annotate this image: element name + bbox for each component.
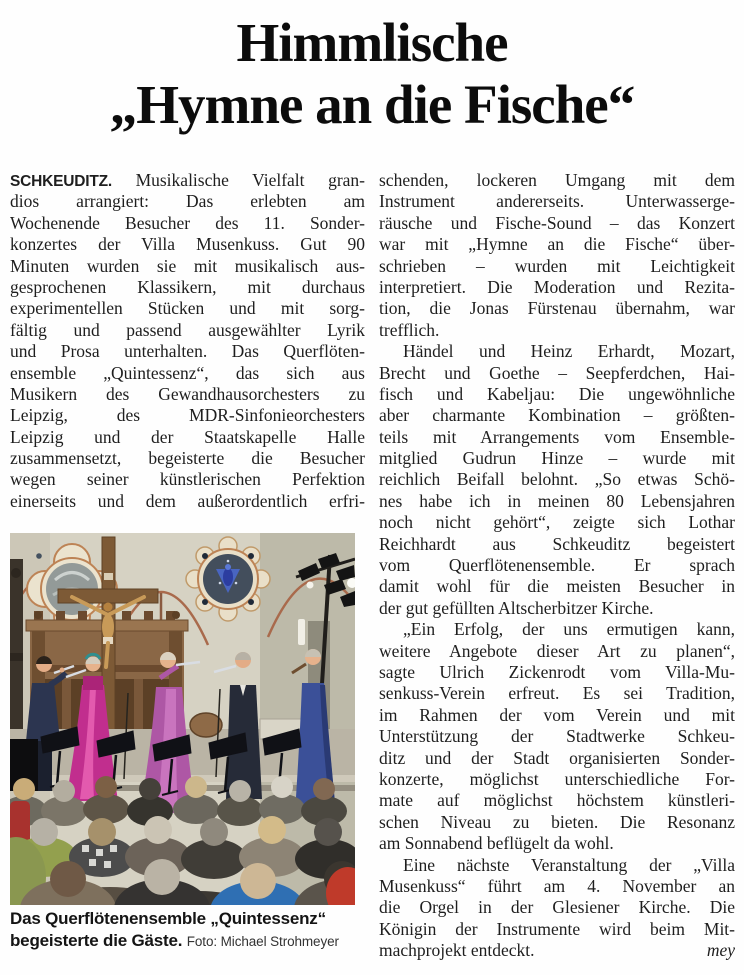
headline-line-2: „Hymne an die Fische“ — [109, 74, 635, 135]
text-line: schen Niveau zu bieten. Die Resonanz — [379, 811, 735, 832]
text-line: Königin der Instrumente wird beim Mit- — [379, 918, 735, 939]
text-line: Leipzig und der Staatskapelle Halle — [10, 426, 365, 447]
article-photo — [10, 533, 355, 905]
paragraph-lines — [379, 619, 735, 833]
lead-line — [10, 170, 365, 191]
article-column-right — [379, 170, 735, 961]
paragraph-lines — [379, 855, 735, 941]
text-line: fältig und passend ausgewählter Lyrik — [10, 319, 365, 340]
lead-text: Musikalische Vielfalt gran- — [135, 170, 365, 190]
text-line: räusche und Fische-Sound – das Konzert — [379, 212, 735, 233]
text-line: Reichhardt aus Schkeuditz begeistert — [379, 533, 735, 554]
paragraph — [379, 855, 735, 962]
dateline-label: SCHKEUDITZ. — [10, 173, 112, 190]
text-line: nes habe ich in meinen 80 Lebensjahren — [379, 490, 735, 511]
paragraph — [379, 341, 735, 619]
paragraph-lines — [379, 170, 735, 320]
text-line: Händel und Heinz Erhardt, Mozart, — [403, 341, 735, 362]
text-line: zusammensetzt, begeisterte die Besucher — [10, 448, 365, 469]
text-line: mate auf möglichst höchstem künstleri- — [379, 790, 735, 811]
text-line: Unterstützung der Stadtwerke Schkeu- — [379, 726, 735, 747]
text-line: Musenkuss“ führt am 4. November an — [379, 875, 735, 896]
text-line: interpretiert. Die Moderation und Rezita- — [379, 276, 735, 297]
text-line: noch nicht gehört“, zeigte sich Lothar — [379, 512, 735, 533]
text-line: aber charmante Kombination – größten- — [379, 405, 735, 426]
text-line: sagte Ulrich Zickenrodt vom Villa-Mu- — [379, 661, 735, 682]
photo-organ-pillar — [10, 559, 23, 754]
text-line: experimentellen Stücken und mit sorg- — [10, 298, 365, 319]
text-line: reichlich Beifall belohnt. „So etwas Schö- — [379, 469, 735, 490]
text-line: senkuss-Verein erfreut. Es sei Tradition, — [379, 683, 735, 704]
text-line: Musikern des Gewandhausorchesters zu — [10, 383, 365, 404]
article-headline — [0, 12, 744, 136]
text-line: „Ein Erfolg, der uns ermutigen kann, — [403, 619, 735, 640]
paragraph-lines — [10, 191, 365, 512]
text-line: Leipzig, des MDR-Sinfonieorchesters — [10, 405, 365, 426]
text-line: Wochenende Besucher des 11. Sonder- — [10, 212, 365, 233]
text-line: und Prosa unterhalten. Das Querflöten- — [10, 341, 365, 362]
text-line: dios arrangiert: Das erlebten am — [10, 191, 365, 212]
text-line: mitglied Gudrun Hinze – wurde mit — [379, 448, 735, 469]
text-line: teils mit Arrangements vom Ensemble- — [379, 426, 735, 447]
text-line: einerseits und dem außerordentlich erfri- — [10, 490, 365, 511]
text-line: die Orgel in der Glesiener Kirche. Die — [379, 897, 735, 918]
paragraph-last-line — [379, 940, 735, 961]
paragraph — [379, 619, 735, 854]
text-line: Instrument andererseits. Unterwasserge- — [379, 191, 735, 212]
text-line: tion, die Jonas Fürstenau übernahm, war — [379, 298, 735, 319]
text-line: fisch und Kabeljau: Die ungewöhnliche — [379, 383, 735, 404]
church-concert-photo — [10, 533, 355, 905]
photo-credit: Foto: Michael Strohmeyer — [186, 934, 339, 949]
text-line: wegen seiner künstlerischen Perfektion — [10, 469, 365, 490]
caption-line-1: Das Querflötenensemble „Quintessenz“ — [10, 909, 326, 928]
text-line: schrieben – wurden mit Leichtigkeit — [379, 255, 735, 276]
text-line: Brecht und Goethe – Seepferdchen, Hai- — [379, 362, 735, 383]
text-line: vom Querflötenensemble. Er sprach — [379, 555, 735, 576]
text-line: gesprochenen Klassikern, mit durchaus — [10, 276, 365, 297]
text-line: damit wohl für die meisten Besucher in — [379, 576, 735, 597]
paragraph-last-line: der gut gefüllten Altscherbitzer Kirche. — [379, 597, 654, 618]
paragraph — [379, 170, 735, 341]
caption-line-2 — [10, 930, 364, 952]
paragraph-last-line: am Sonnabend beflügelt da wohl. — [379, 833, 614, 854]
caption-bold-text: begeisterte die Gäste. — [10, 931, 183, 950]
paragraph-last-line: trefflich. — [379, 319, 440, 340]
photo-caption — [10, 908, 364, 952]
text-line: konzerte, möglichst unterschiedliche For- — [379, 768, 735, 789]
headline-line-1: Himmlische — [236, 12, 508, 73]
article-column-left — [10, 170, 365, 512]
text-line: konzertes der Villa Musenkuss. Gut 90 — [10, 234, 365, 255]
text-line: Minuten wurden sie mit musikalisch aus- — [10, 255, 365, 276]
text-line: schenden, lockeren Umgang mit dem — [379, 170, 735, 190]
author-byline: mey — [706, 940, 735, 961]
text-line: im Rahmen der vom Verein und mit — [379, 704, 735, 725]
text-line: Eine nächste Veranstaltung der „Villa — [403, 854, 735, 875]
text-line: war mit „Hymne an die Fische“ über- — [379, 234, 735, 255]
paragraph-lines — [379, 341, 735, 598]
last-line-text: machprojekt entdeckt. — [379, 940, 535, 961]
text-line: weitere Angebote dieser Art zu planen“, — [379, 640, 735, 661]
text-line: ditz und der Stadt organisierten Sonder- — [379, 747, 735, 768]
text-line: ensemble „Quintessenz“, das sich aus — [10, 362, 365, 383]
photo-right-window — [186, 537, 270, 621]
